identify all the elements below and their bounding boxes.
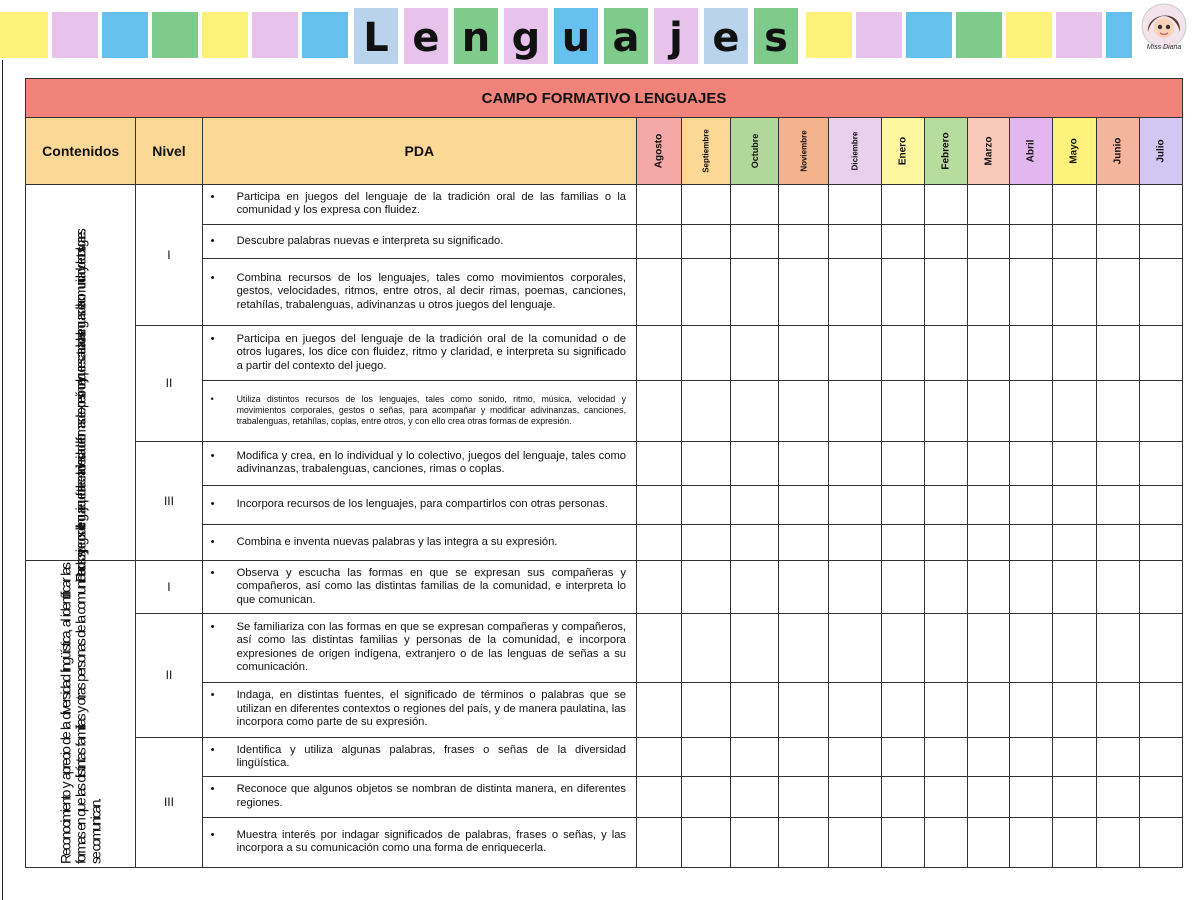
contenido-cell [26,184,136,583]
month-header [1053,118,1096,185]
month-check-cell[interactable] [1139,525,1182,560]
month-check-cell[interactable] [968,560,1010,613]
title-letter-tile [354,8,398,64]
month-check-cell[interactable] [682,441,731,485]
month-label: Agosto [653,133,665,169]
month-check-cell[interactable] [924,225,967,259]
month-check-cell[interactable] [731,325,779,380]
month-check-cell[interactable] [1096,817,1139,867]
nivel-cell: III [136,737,202,867]
contenido-text: Recursos y juegos del lenguaje que fortalecen la diversidad de formas de expresión oral, y que rescatan la o las lenguas de la comunidad y de otros lugares. [72,232,89,583]
month-check-cell[interactable] [1139,441,1182,485]
month-check-cell[interactable] [968,184,1010,224]
pda-cell [202,737,636,776]
month-check-cell[interactable] [779,777,828,817]
title-letter: e [712,15,740,61]
contenido-text: Reconocimiento y aprecio de la diversidad lingüística, al identificar las formas en que las distintas familias y otras personas de la comunidad se comunican. [57,563,104,864]
pda-cell [202,817,636,867]
header-nivel: Nivel [136,118,202,185]
month-header [1139,118,1182,185]
pda-cell [202,777,636,817]
month-check-cell[interactable] [924,777,967,817]
month-check-cell[interactable] [779,225,828,259]
month-check-cell[interactable] [1096,381,1139,441]
month-check-cell[interactable] [924,325,967,380]
month-header [1010,118,1053,185]
month-check-cell[interactable] [1010,737,1053,776]
month-check-cell[interactable] [828,817,881,867]
bullet-icon: • [210,234,215,247]
month-check-cell[interactable] [1139,614,1182,683]
month-check-cell[interactable] [1053,614,1096,683]
month-check-cell[interactable] [968,682,1010,737]
header-contenidos: Contenidos [26,118,136,185]
strip-square [956,12,1002,58]
month-check-cell[interactable] [828,325,881,380]
title-letter: u [561,15,591,61]
month-check-cell[interactable] [968,614,1010,683]
bullet-icon: • [210,449,215,462]
month-check-cell[interactable] [1096,441,1139,485]
bullet-icon: • [210,535,215,548]
month-check-cell[interactable] [637,486,682,525]
strip-square [102,12,148,58]
month-check-cell[interactable] [881,525,924,560]
month-check-cell[interactable] [637,441,682,485]
pda-cell [202,525,636,560]
month-label: Noviembre [799,130,809,172]
pda-text: Se familiariza con las formas en que se expresan compañeras y compañeros, así como las distintas familias y personas de la comunidad, e incorpora expresiones de origen indígena, extranjero o de las lenguas de señas a su comunicación. [236,620,627,674]
month-check-cell[interactable] [1096,614,1139,683]
month-check-cell[interactable] [731,614,779,683]
month-check-cell[interactable] [1139,777,1182,817]
month-label: Abril [1025,139,1037,163]
table-row [26,737,1183,776]
month-check-cell[interactable] [1010,682,1053,737]
month-check-cell[interactable] [1010,525,1053,560]
month-check-cell[interactable] [1010,381,1053,441]
planning-table [25,78,1183,868]
month-check-cell[interactable] [924,682,967,737]
month-check-cell[interactable] [1010,325,1053,380]
month-check-cell[interactable] [1139,381,1182,441]
month-check-cell[interactable] [1010,817,1053,867]
title-letter: j [669,15,683,61]
month-check-cell[interactable] [1139,325,1182,380]
month-check-cell[interactable] [637,614,682,683]
pda-text: Identifica y utiliza algunas palabras, frases o señas de la diversidad lingüística. [236,743,627,770]
logo-caption: Miss Diana [1146,44,1182,51]
bullet-icon: • [210,271,215,284]
month-check-cell[interactable] [1053,777,1096,817]
month-label: Marzo [983,136,995,166]
month-check-cell[interactable] [779,560,828,613]
strip-square [1056,12,1102,58]
pda-cell [202,259,636,326]
month-check-cell[interactable] [828,259,881,326]
month-check-cell[interactable] [779,486,828,525]
strip-square [1106,12,1132,58]
month-check-cell[interactable] [924,381,967,441]
pda-cell [202,441,636,485]
month-check-cell[interactable] [881,817,924,867]
nivel-cell: II [136,614,202,738]
month-check-cell[interactable] [1139,225,1182,259]
month-check-cell[interactable] [637,259,682,326]
month-check-cell[interactable] [828,486,881,525]
month-check-cell[interactable] [924,614,967,683]
table-row [26,325,1183,380]
month-check-cell[interactable] [924,737,967,776]
month-check-cell[interactable] [924,486,967,525]
month-check-cell[interactable] [1139,486,1182,525]
month-check-cell[interactable] [1053,259,1096,326]
month-check-cell[interactable] [881,259,924,326]
month-check-cell[interactable] [1053,225,1096,259]
month-check-cell[interactable] [828,184,881,224]
strip-square [202,12,248,58]
month-check-cell[interactable] [881,777,924,817]
month-check-cell[interactable] [881,184,924,224]
month-check-cell[interactable] [1096,225,1139,259]
table-row [26,560,1183,613]
month-check-cell[interactable] [1139,737,1182,776]
month-check-cell[interactable] [1053,441,1096,485]
month-header [637,118,682,185]
strip-square [856,12,902,58]
month-check-cell[interactable] [1010,259,1053,326]
month-check-cell[interactable] [881,381,924,441]
month-header [881,118,924,185]
bullet-icon: • [210,828,215,841]
bullet-icon: • [210,620,215,633]
month-check-cell[interactable] [1139,817,1182,867]
month-check-cell[interactable] [637,381,682,441]
title-letter: e [412,15,440,61]
month-check-cell[interactable] [1096,777,1139,817]
month-check-cell[interactable] [924,525,967,560]
month-check-cell[interactable] [779,525,828,560]
month-check-cell[interactable] [779,325,828,380]
pda-text: Participa en juegos del lenguaje de la tradición oral de las familias o la comunidad y los expresa con fluidez. [236,190,627,217]
month-check-cell[interactable] [1096,184,1139,224]
month-check-cell[interactable] [1053,682,1096,737]
strip-square [1006,12,1052,58]
month-check-cell[interactable] [1010,486,1053,525]
month-check-cell[interactable] [682,682,731,737]
month-check-cell[interactable] [682,560,731,613]
month-check-cell[interactable] [828,225,881,259]
month-check-cell[interactable] [968,225,1010,259]
month-check-cell[interactable] [637,682,682,737]
title-letter: s [764,15,788,61]
pda-cell [202,225,636,259]
month-label: Octubre [749,133,760,169]
title-letter-tile [754,8,798,64]
bullet-icon: • [210,743,215,756]
pda-cell [202,486,636,525]
bullet-icon: • [210,783,215,796]
month-check-cell[interactable] [1053,184,1096,224]
month-check-cell[interactable] [1096,682,1139,737]
title-letter-tile [704,8,748,64]
month-check-cell[interactable] [682,259,731,326]
month-label: Julio [1155,139,1167,163]
pda-text: Indaga, en distintas fuentes, el significado de términos o palabras que se utilizan en diferentes contextos o regiones del país, y de manera paulatina, las incorpora como parte de su expresión. [236,689,627,729]
month-check-cell[interactable] [779,817,828,867]
strip-square [302,12,348,58]
pda-cell [202,614,636,683]
month-check-cell[interactable] [731,682,779,737]
month-check-cell[interactable] [731,525,779,560]
pda-cell [202,184,636,224]
month-check-cell[interactable] [779,184,828,224]
month-check-cell[interactable] [731,381,779,441]
nivel-cell: III [136,441,202,560]
title-letter-tile [554,8,598,64]
strip-square [806,12,852,58]
month-check-cell[interactable] [1139,184,1182,224]
month-check-cell[interactable] [731,817,779,867]
month-check-cell[interactable] [779,259,828,326]
table-row [26,614,1183,683]
bullet-icon: • [210,394,214,405]
month-check-cell[interactable] [1096,259,1139,326]
month-check-cell[interactable] [637,325,682,380]
month-check-cell[interactable] [682,817,731,867]
month-label: Enero [897,136,909,166]
nivel-cell: II [136,325,202,441]
contenido-cell [26,560,136,867]
month-check-cell[interactable] [637,184,682,224]
month-header [731,118,779,185]
month-header [968,118,1010,185]
nivel-cell: I [136,184,202,325]
table-title: CAMPO FORMATIVO LENGUAJES [26,79,1183,118]
month-check-cell[interactable] [1139,682,1182,737]
month-header [828,118,881,185]
month-check-cell[interactable] [1096,525,1139,560]
month-check-cell[interactable] [881,560,924,613]
month-check-cell[interactable] [1139,560,1182,613]
month-check-cell[interactable] [1010,614,1053,683]
month-check-cell[interactable] [1096,486,1139,525]
month-check-cell[interactable] [1053,737,1096,776]
month-check-cell[interactable] [1053,381,1096,441]
month-check-cell[interactable] [1010,184,1053,224]
month-label: Diciembre [850,131,860,171]
month-label: Junio [1112,137,1124,165]
month-check-cell[interactable] [828,777,881,817]
month-check-cell[interactable] [968,525,1010,560]
month-check-cell[interactable] [637,560,682,613]
title-letter: g [511,15,541,61]
strip-square [152,12,198,58]
month-check-cell[interactable] [828,737,881,776]
month-check-cell[interactable] [779,737,828,776]
month-check-cell[interactable] [1010,225,1053,259]
month-check-cell[interactable] [924,184,967,224]
month-check-cell[interactable] [1053,486,1096,525]
pda-cell [202,682,636,737]
month-check-cell[interactable] [1053,560,1096,613]
month-check-cell[interactable] [1096,325,1139,380]
month-check-cell[interactable] [682,525,731,560]
strip-square [0,12,48,58]
month-check-cell[interactable] [924,560,967,613]
month-check-cell[interactable] [828,381,881,441]
month-check-cell[interactable] [779,381,828,441]
table-row [26,184,1183,224]
month-check-cell[interactable] [1053,325,1096,380]
month-check-cell[interactable] [1053,817,1096,867]
month-check-cell[interactable] [1010,560,1053,613]
pda-text: Participa en juegos del lenguaje de la tradición oral de la comunidad o de otros lugares, los dice con fluidez, ritmo y claridad, e interpreta su significado a partir del contexto del juego. [236,332,627,372]
title-letter-tile [604,8,648,64]
month-check-cell[interactable] [637,737,682,776]
month-check-cell[interactable] [637,525,682,560]
bullet-icon: • [210,566,215,579]
month-check-cell[interactable] [682,737,731,776]
month-check-cell[interactable] [924,441,967,485]
title-letter-tile [454,8,498,64]
title-letter: a [612,15,640,61]
pda-text: Modifica y crea, en lo individual y lo colectivo, juegos del lenguaje, tales como adivinanzas, trabalenguas, canciones, rimas o coplas. [236,449,627,476]
month-label: Septiembre [701,129,711,173]
title-letter: L [363,15,389,61]
month-check-cell[interactable] [1010,441,1053,485]
pda-text: Utiliza distintos recursos de los lenguajes, tales como sonido, ritmo, música, velocidad y movimientos corporales, gestos o señas, para acompañar y modificar adivinanzas, canciones, trabalenguas, retahílas, coplas, entre otros, y con ello crea otras formas de expresión. [236,394,627,427]
month-check-cell[interactable] [968,325,1010,380]
month-check-cell[interactable] [1053,525,1096,560]
month-check-cell[interactable] [968,441,1010,485]
month-check-cell[interactable] [968,737,1010,776]
month-check-cell[interactable] [924,817,967,867]
month-header [924,118,967,185]
page-title [352,8,802,64]
month-check-cell[interactable] [682,325,731,380]
bullet-icon: • [210,689,215,702]
month-check-cell[interactable] [881,486,924,525]
month-check-cell[interactable] [779,441,828,485]
month-check-cell[interactable] [881,682,924,737]
pda-text: Combina e inventa nuevas palabras y las integra a su expresión. [236,535,558,548]
month-check-cell[interactable] [828,441,881,485]
month-check-cell[interactable] [731,486,779,525]
month-check-cell[interactable] [828,614,881,683]
month-check-cell[interactable] [731,441,779,485]
bullet-icon: • [210,498,215,511]
month-header [1096,118,1139,185]
month-check-cell[interactable] [881,614,924,683]
pda-text: Combina recursos de los lenguajes, tales como movimientos corporales, gestos, velocidades, ritmos, entre otros, al decir rimas, poemas, canciones, retahílas, trabalenguas, adivinanzas u otros juegos del lenguaje. [236,271,627,311]
pda-text: Reconoce que algunos objetos se nombran de distinta manera, en diferentes regiones. [236,783,627,809]
month-check-cell[interactable] [968,817,1010,867]
month-label: Mayo [1068,138,1080,164]
month-header [779,118,828,185]
month-check-cell[interactable] [828,525,881,560]
month-check-cell[interactable] [1096,737,1139,776]
month-check-cell[interactable] [1010,777,1053,817]
month-check-cell[interactable] [968,486,1010,525]
month-check-cell[interactable] [637,225,682,259]
bullet-icon: • [210,190,215,203]
month-check-cell[interactable] [881,441,924,485]
month-label: Febrero [940,132,952,170]
title-letter-tile [404,8,448,64]
month-header [682,118,731,185]
month-check-cell[interactable] [682,777,731,817]
month-check-cell[interactable] [968,777,1010,817]
month-check-cell[interactable] [682,184,731,224]
page-border-line [2,60,3,900]
table-row [26,441,1183,485]
month-check-cell[interactable] [968,381,1010,441]
month-check-cell[interactable] [731,777,779,817]
month-check-cell[interactable] [682,614,731,683]
month-check-cell[interactable] [731,737,779,776]
month-check-cell[interactable] [968,259,1010,326]
month-check-cell[interactable] [828,560,881,613]
month-check-cell[interactable] [731,225,779,259]
month-check-cell[interactable] [731,184,779,224]
pda-text: Observa y escucha las formas en que se expresan sus compañeras y compañeros, así como las distintas familias de la comunidad, e interpreta lo que comunican. [236,566,627,606]
header-pda: PDA [202,118,636,185]
month-check-cell[interactable] [731,560,779,613]
title-letter-tile [504,8,548,64]
pda-cell [202,381,636,441]
month-check-cell[interactable] [924,259,967,326]
pda-text: Descubre palabras nuevas e interpreta su significado. [236,234,504,247]
pda-text: Incorpora recursos de los lenguajes, para compartirlos con otras personas. [236,498,608,511]
pda-cell [202,560,636,613]
month-check-cell[interactable] [682,486,731,525]
title-letter-tile [654,8,698,64]
month-check-cell[interactable] [1139,259,1182,326]
month-check-cell[interactable] [779,682,828,737]
strip-square [906,12,952,58]
strip-square [252,12,298,58]
strip-square [52,12,98,58]
month-check-cell[interactable] [779,614,828,683]
title-letter: n [461,15,491,61]
pda-cell [202,325,636,380]
month-check-cell[interactable] [881,325,924,380]
nivel-cell: I [136,560,202,613]
month-check-cell[interactable] [731,259,779,326]
month-check-cell[interactable] [1096,560,1139,613]
bullet-icon: • [210,332,215,345]
month-check-cell[interactable] [682,225,731,259]
month-check-cell[interactable] [682,381,731,441]
pda-text: Muestra interés por indagar significados de palabras, frases o señas, y las incorpora a su comunicación como una forma de enriquecerla. [236,828,627,855]
month-check-cell[interactable] [828,682,881,737]
month-check-cell[interactable] [637,777,682,817]
month-check-cell[interactable] [637,817,682,867]
month-check-cell[interactable] [881,225,924,259]
month-check-cell[interactable] [881,737,924,776]
